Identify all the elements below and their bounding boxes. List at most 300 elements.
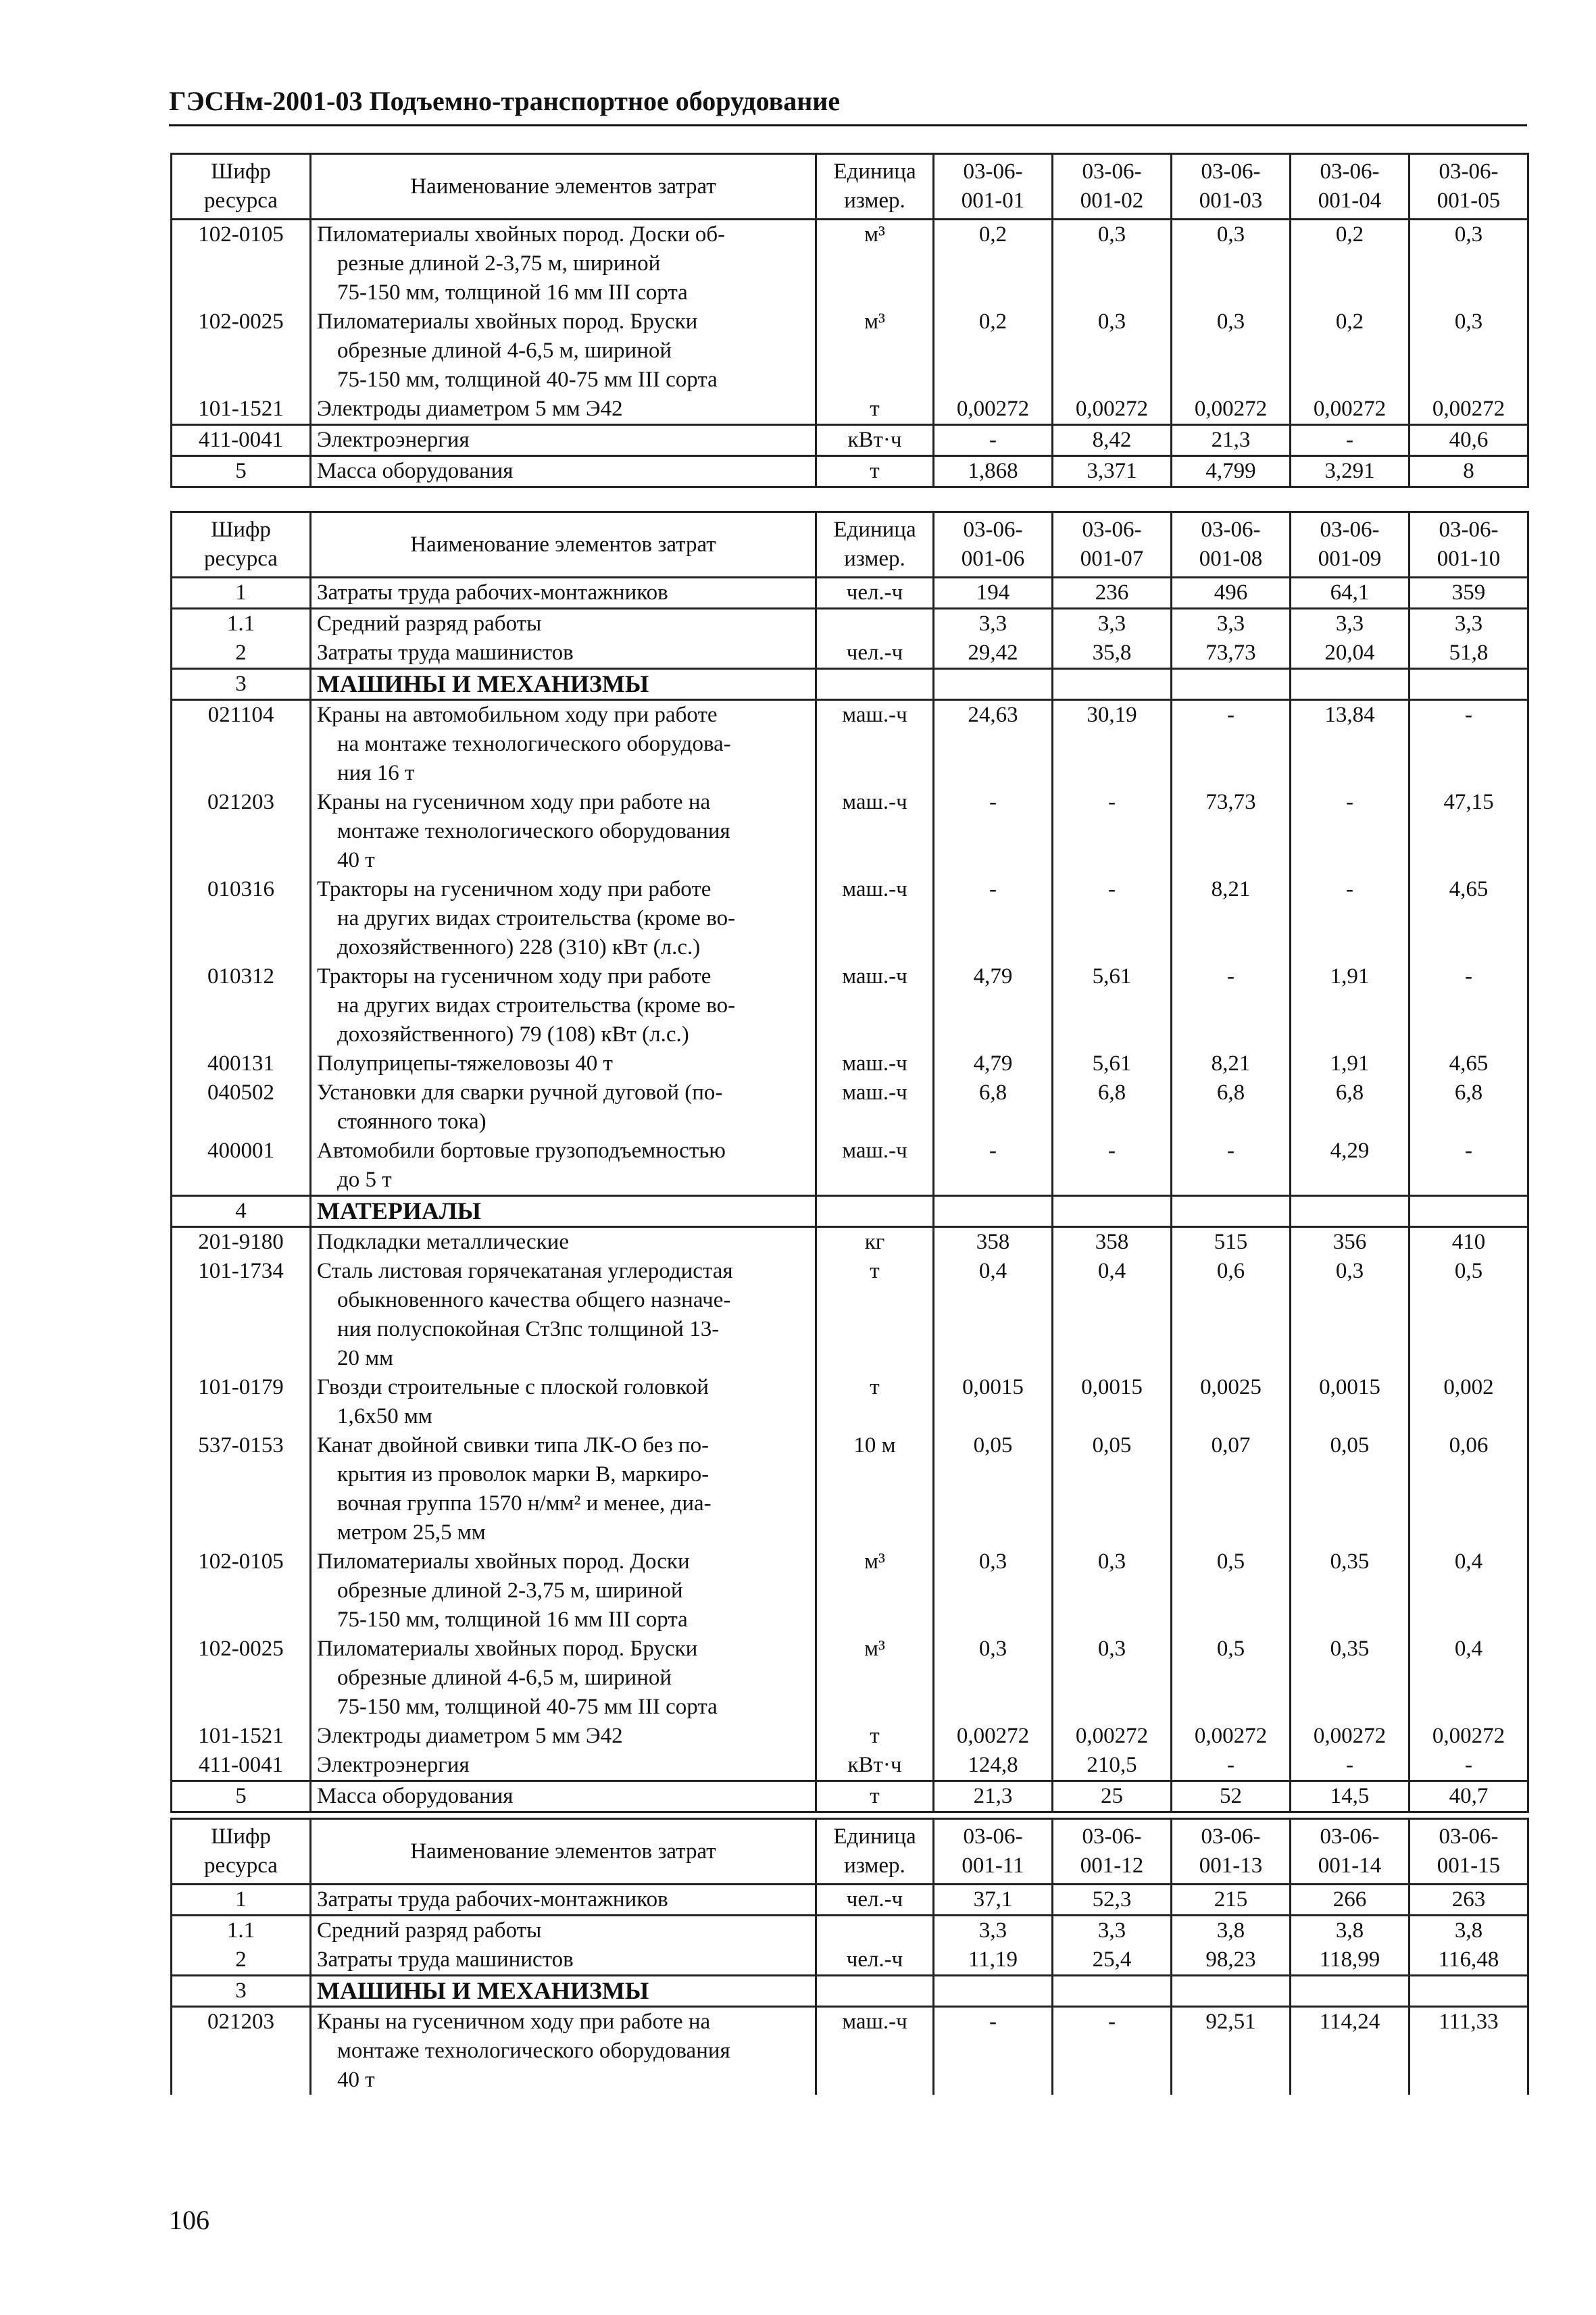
- resource-unit: м³: [816, 220, 934, 308]
- header-col-line: 03-06-: [1439, 1824, 1499, 1849]
- resource-value: 356: [1291, 1227, 1410, 1258]
- resource-code: 102-0105: [172, 1547, 311, 1635]
- resource-value: 0,002: [1410, 1373, 1528, 1431]
- resource-unit: т: [816, 456, 934, 487]
- resource-name: [311, 639, 816, 669]
- resource-name-line: монтаже технологического оборудования: [337, 819, 730, 843]
- resource-name-line: вочная группа 1570 н/мм² и менее, диа-: [337, 1491, 712, 1516]
- resource-name: [311, 220, 816, 308]
- resource-value: 40,7: [1410, 1781, 1528, 1812]
- resource-name: [311, 395, 816, 425]
- resource-unit: т: [816, 1781, 934, 1812]
- resource-unit: м³: [816, 1547, 934, 1635]
- resource-name-line: 40 т: [337, 2068, 375, 2092]
- resource-value: 47,15: [1410, 788, 1528, 875]
- header-code-line: ресурса: [204, 189, 278, 213]
- header-col-line: 001-12: [1080, 1853, 1144, 1878]
- table-row: [172, 1781, 1528, 1812]
- resource-value: 92,51: [1172, 2007, 1291, 2095]
- resource-value: 6,8: [1172, 1078, 1291, 1137]
- page-header: [169, 84, 1527, 126]
- resource-value: 4,79: [934, 962, 1053, 1049]
- resource-value: 0,00272: [1291, 1722, 1410, 1751]
- resource-table-3: [170, 1818, 1529, 2095]
- table-row: [172, 1976, 1528, 2007]
- table-header: [172, 1819, 1528, 1885]
- resource-value: -: [1291, 1751, 1410, 1781]
- resource-value: -: [934, 788, 1053, 875]
- resource-value: 6,8: [1291, 1078, 1410, 1137]
- resource-value: 0,6: [1172, 1257, 1291, 1373]
- resource-unit: т: [816, 1257, 934, 1373]
- resource-name-line: 20 мм: [337, 1346, 394, 1370]
- header-code: [172, 154, 311, 220]
- resource-unit: т: [816, 1722, 934, 1751]
- resource-name: [311, 1049, 816, 1078]
- resource-value: -: [1053, 788, 1172, 875]
- resource-value: 14,5: [1291, 1781, 1410, 1812]
- resource-name-line: Пиломатериалы хвойных пород. Бруски: [317, 1637, 698, 1661]
- resource-value: -: [1410, 700, 1528, 789]
- resource-name-line: Тракторы на гусеничном ходу при работе: [317, 877, 712, 901]
- resource-unit: чел.-ч: [816, 578, 934, 609]
- resource-unit: маш.-ч: [816, 2007, 934, 2095]
- resource-value: -: [1172, 700, 1291, 789]
- resource-value: 4,29: [1291, 1137, 1410, 1196]
- resource-name-line: Канат двойной свивки типа ЛК-О без по-: [317, 1433, 709, 1458]
- resource-name-line: ния 16 т: [337, 761, 415, 785]
- resource-value: 0,3: [1053, 1547, 1172, 1635]
- table-row: [172, 1916, 1528, 1946]
- resource-value: 35,8: [1053, 639, 1172, 669]
- resource-value: 3,3: [1053, 609, 1172, 639]
- header-col-line: 03-06-: [1082, 159, 1142, 184]
- resource-value: 98,23: [1172, 1945, 1291, 1976]
- resource-name-line: Электроды диаметром 5 мм Э42: [317, 397, 623, 421]
- resource-code: 1: [172, 578, 311, 609]
- resource-value: 3,371: [1053, 456, 1172, 487]
- header-name: Наименование элементов затрат: [311, 1819, 816, 1885]
- resource-name: [311, 1078, 816, 1137]
- resource-value: 0,5: [1172, 1635, 1291, 1722]
- resource-value: 73,73: [1172, 788, 1291, 875]
- resource-value: 37,1: [934, 1885, 1053, 1916]
- resource-value: 215: [1172, 1885, 1291, 1916]
- resource-name: [311, 669, 816, 700]
- resource-value: -: [1172, 962, 1291, 1049]
- header-col: [1172, 1819, 1291, 1885]
- resource-name-line: 75-150 мм, толщиной 40-75 мм III сорта: [337, 1695, 718, 1719]
- resource-name-line: обрезные длиной 4-6,5 м, шириной: [337, 1666, 672, 1690]
- resource-name: [311, 307, 816, 395]
- resource-name-line: ния полуспокойная Ст3пс толщиной 13-: [337, 1317, 720, 1341]
- header-col: [1172, 512, 1291, 578]
- resource-name-line: Краны на гусеничном ходу при работе на: [317, 2010, 711, 2034]
- resource-value: 6,8: [1053, 1078, 1172, 1137]
- resource-value: 0,00272: [1410, 1722, 1528, 1751]
- resource-value: -: [934, 425, 1053, 456]
- resource-value: [1172, 1976, 1291, 2007]
- resource-value: 52,3: [1053, 1885, 1172, 1916]
- resource-value: 0,3: [1172, 307, 1291, 395]
- resource-value: 111,33: [1410, 2007, 1528, 2095]
- resource-value: 40,6: [1410, 425, 1528, 456]
- resource-unit: маш.-ч: [816, 875, 934, 962]
- resource-code: 101-1734: [172, 1257, 311, 1373]
- resource-value: -: [1291, 875, 1410, 962]
- resource-value: 410: [1410, 1227, 1528, 1258]
- resource-value: 0,05: [934, 1431, 1053, 1547]
- table-row: [172, 1945, 1528, 1976]
- resource-value: 21,3: [1172, 425, 1291, 456]
- header-code-line: ресурса: [204, 547, 278, 571]
- resource-unit: маш.-ч: [816, 1078, 934, 1137]
- table-row: [172, 1431, 1528, 1547]
- table-row: [172, 1885, 1528, 1916]
- resource-value: 3,3: [1410, 609, 1528, 639]
- resource-code: 021203: [172, 788, 311, 875]
- resource-name: [311, 1137, 816, 1196]
- resource-value: 263: [1410, 1885, 1528, 1916]
- resource-code: 3: [172, 669, 311, 700]
- table-row: [172, 307, 1528, 395]
- header-col-line: 03-06-: [1201, 1824, 1261, 1849]
- header-col: [1410, 1819, 1528, 1885]
- resource-value: 0,2: [1291, 307, 1410, 395]
- header-col: [1053, 512, 1172, 578]
- resource-value: 116,48: [1410, 1945, 1528, 1976]
- resource-name-line: до 5 т: [337, 1168, 392, 1192]
- resource-value: 0,0015: [1053, 1373, 1172, 1431]
- table-row: [172, 700, 1528, 789]
- resource-code: 101-1521: [172, 395, 311, 425]
- resource-unit: маш.-ч: [816, 700, 934, 789]
- resource-value: 25: [1053, 1781, 1172, 1812]
- resource-unit: [816, 1196, 934, 1227]
- resource-table-2: [170, 511, 1529, 1813]
- resource-value: 0,4: [1410, 1547, 1528, 1635]
- table-row: [172, 220, 1528, 308]
- resource-value: 3,8: [1291, 1916, 1410, 1946]
- resource-value: 0,3: [1053, 1635, 1172, 1722]
- resource-name-line: на других видах строительства (кроме во-: [337, 993, 736, 1018]
- resource-value: -: [1291, 425, 1410, 456]
- resource-value: [1172, 1196, 1291, 1227]
- header-col-line: 03-06-: [1439, 159, 1499, 184]
- resource-name-line: Пиломатериалы хвойных пород. Доски об-: [317, 222, 726, 247]
- resource-value: [934, 669, 1053, 700]
- table-row: [172, 1257, 1528, 1373]
- resource-value: 0,4: [1410, 1635, 1528, 1722]
- resource-name-line: Затраты труда машинистов: [317, 641, 574, 665]
- table-row: [172, 1227, 1528, 1258]
- header-unit-line: Единица: [833, 159, 916, 184]
- resource-name-line: резные длиной 2-3,75 м, шириной: [337, 251, 661, 276]
- resource-code: 1.1: [172, 609, 311, 639]
- resource-value: [1291, 1196, 1410, 1227]
- resource-unit: [816, 1916, 934, 1946]
- resource-unit: кВт·ч: [816, 1751, 934, 1781]
- resource-value: [1291, 1976, 1410, 2007]
- resource-value: -: [1410, 1751, 1528, 1781]
- header-unit-line: Единица: [833, 518, 916, 542]
- resource-value: 0,0025: [1172, 1373, 1291, 1431]
- header-col-line: 001-03: [1199, 189, 1263, 213]
- resource-code: 010312: [172, 962, 311, 1049]
- table-row: [172, 578, 1528, 609]
- resource-name-line: Тракторы на гусеничном ходу при работе: [317, 964, 712, 989]
- resource-value: 30,19: [1053, 700, 1172, 789]
- header-col-line: 001-10: [1437, 547, 1501, 571]
- resource-value: 0,35: [1291, 1547, 1410, 1635]
- resource-name-line: Средний разряд работы: [317, 612, 542, 636]
- header-name: Наименование элементов затрат: [311, 512, 816, 578]
- resource-code: 411-0041: [172, 1751, 311, 1781]
- resource-value: 24,63: [934, 700, 1053, 789]
- resource-value: [1172, 669, 1291, 700]
- resource-code: 102-0025: [172, 307, 311, 395]
- resource-value: 0,00272: [1172, 395, 1291, 425]
- header-unit: [816, 512, 934, 578]
- resource-value: 6,8: [1410, 1078, 1528, 1137]
- resource-name-line: монтаже технологического оборудования: [337, 2039, 730, 2063]
- table-row: [172, 2007, 1528, 2095]
- header-col: [1410, 154, 1528, 220]
- resource-value: 3,8: [1172, 1916, 1291, 1946]
- resource-value: 118,99: [1291, 1945, 1410, 1976]
- header-code-line: Шифр: [211, 1824, 271, 1849]
- header-col-line: 03-06-: [1320, 518, 1380, 542]
- resource-name-line: дохозяйственного) 228 (310) кВт (л.с.): [337, 935, 701, 960]
- resource-name-line: Краны на автомобильном ходу при работе: [317, 703, 718, 727]
- resource-value: 4,799: [1172, 456, 1291, 487]
- resource-value: 3,8: [1410, 1916, 1528, 1946]
- resource-name: [311, 1751, 816, 1781]
- resource-value: 5,61: [1053, 962, 1172, 1049]
- table-body: [172, 220, 1528, 487]
- resource-name: [311, 1431, 816, 1547]
- resource-value: 3,3: [1053, 1916, 1172, 1946]
- resource-value: 0,2: [934, 307, 1053, 395]
- resource-name-line: метром 25,5 мм: [337, 1520, 486, 1545]
- resource-name-line: Краны на гусеничном ходу при работе на: [317, 790, 711, 814]
- resource-value: -: [934, 1137, 1053, 1196]
- resource-code: 537-0153: [172, 1431, 311, 1547]
- header-col-line: 001-08: [1199, 547, 1263, 571]
- table-row: [172, 1722, 1528, 1751]
- header-col-line: 001-02: [1080, 189, 1144, 213]
- resource-unit: чел.-ч: [816, 639, 934, 669]
- header-col-line: 001-01: [961, 189, 1025, 213]
- resource-code: 021104: [172, 700, 311, 789]
- resource-value: -: [1172, 1751, 1291, 1781]
- resource-value: [1053, 669, 1172, 700]
- resource-value: [1410, 1976, 1528, 2007]
- resource-value: 515: [1172, 1227, 1291, 1258]
- resource-name: [311, 1916, 816, 1946]
- resource-value: 13,84: [1291, 700, 1410, 789]
- resource-value: 0,3: [1410, 220, 1528, 308]
- resource-unit: т: [816, 1373, 934, 1431]
- resource-value: 0,0015: [934, 1373, 1053, 1431]
- header-unit-line: измер.: [844, 189, 905, 213]
- header-code-line: Шифр: [211, 159, 271, 184]
- resource-name: [311, 1257, 816, 1373]
- table-row: [172, 875, 1528, 962]
- resource-name-line: дохозяйственного) 79 (108) кВт (л.с.): [337, 1022, 689, 1047]
- resource-name: [311, 609, 816, 639]
- resource-code: 102-0025: [172, 1635, 311, 1722]
- header-col: [1053, 1819, 1172, 1885]
- header-col: [934, 1819, 1053, 1885]
- resource-name-line: 1,6х50 мм: [337, 1404, 432, 1428]
- header-unit: [816, 1819, 934, 1885]
- resource-name-line: Пиломатериалы хвойных пород. Бруски: [317, 309, 698, 334]
- page-title: ГЭСНм-2001-03 Подъемно-транспортное оборудование: [169, 86, 841, 116]
- resource-value: 0,3: [1053, 220, 1172, 308]
- resource-unit: м³: [816, 307, 934, 395]
- resource-name: [311, 962, 816, 1049]
- resource-code: 400131: [172, 1049, 311, 1078]
- table-row: [172, 456, 1528, 487]
- resource-name: [311, 425, 816, 456]
- resource-name-line: Полуприцепы-тяжеловозы 40 т: [317, 1051, 613, 1076]
- resource-value: 0,00272: [1291, 395, 1410, 425]
- table-row: [172, 1547, 1528, 1635]
- resource-unit: маш.-ч: [816, 788, 934, 875]
- header-code-line: ресурса: [204, 1853, 278, 1878]
- table-row: [172, 788, 1528, 875]
- header-code: [172, 512, 311, 578]
- resource-name-line: 75-150 мм, толщиной 40-75 мм III сорта: [337, 368, 718, 392]
- resource-value: 73,73: [1172, 639, 1291, 669]
- header-col-line: 03-06-: [1201, 518, 1261, 542]
- resource-name-line: 75-150 мм, толщиной 16 мм III сорта: [337, 280, 688, 305]
- resource-name: [311, 1635, 816, 1722]
- resource-value: 0,0015: [1291, 1373, 1410, 1431]
- header-col-line: 001-06: [961, 547, 1025, 571]
- header-col-line: 001-09: [1318, 547, 1382, 571]
- table-header: [172, 154, 1528, 220]
- resource-name-line: Электроэнергия: [317, 428, 470, 452]
- resource-value: [1053, 1976, 1172, 2007]
- resource-name: [311, 1373, 816, 1431]
- resource-unit: маш.-ч: [816, 962, 934, 1049]
- resource-value: -: [1053, 875, 1172, 962]
- page-number: 106: [169, 2205, 209, 2235]
- resource-name-line: Затраты труда рабочих-монтажников: [317, 580, 668, 605]
- resource-name-line: Затраты труда машинистов: [317, 1947, 574, 1972]
- resource-name: [311, 1976, 816, 2007]
- resource-value: 5,61: [1053, 1049, 1172, 1078]
- table-row: [172, 1078, 1528, 1137]
- resource-name-line: Масса оборудования: [317, 1784, 514, 1808]
- resource-value: 210,5: [1053, 1751, 1172, 1781]
- resource-code: 3: [172, 1976, 311, 2007]
- resource-value: 0,2: [1291, 220, 1410, 308]
- table-row: [172, 639, 1528, 669]
- resource-name-line: Пиломатериалы хвойных пород. Доски: [317, 1549, 690, 1574]
- resource-name: [311, 1722, 816, 1751]
- resource-value: [1410, 1196, 1528, 1227]
- resource-name-line: Сталь листовая горячекатаная углеродистая: [317, 1259, 733, 1283]
- resource-value: 1,91: [1291, 1049, 1410, 1078]
- resource-value: 0,00272: [1172, 1722, 1291, 1751]
- resource-value: 124,8: [934, 1751, 1053, 1781]
- table-row: [172, 1196, 1528, 1227]
- resource-code: 4: [172, 1196, 311, 1227]
- resource-value: 0,3: [1291, 1257, 1410, 1373]
- resource-value: 51,8: [1410, 639, 1528, 669]
- resource-name: [311, 875, 816, 962]
- resource-value: 0,5: [1172, 1547, 1291, 1635]
- resource-unit: маш.-ч: [816, 1137, 934, 1196]
- resource-name: [311, 700, 816, 789]
- header-col: [1053, 154, 1172, 220]
- resource-name: [311, 1227, 816, 1258]
- resource-value: -: [1410, 962, 1528, 1049]
- resource-name-line: крытия из проволок марки В, маркиро-: [337, 1462, 709, 1487]
- resource-value: 6,8: [934, 1078, 1053, 1137]
- resource-name-line: стоянного тока): [337, 1110, 487, 1134]
- resource-code: 102-0105: [172, 220, 311, 308]
- header-code: [172, 1819, 311, 1885]
- resource-name: [311, 456, 816, 487]
- resource-name: [311, 1945, 816, 1976]
- resource-name-line: Электроэнергия: [317, 1753, 470, 1777]
- resource-unit: т: [816, 395, 934, 425]
- resource-code: 2: [172, 1945, 311, 1976]
- resource-value: 0,00272: [934, 1722, 1053, 1751]
- table-row: [172, 425, 1528, 456]
- table-body: [172, 578, 1528, 1812]
- resource-code: 1.1: [172, 1916, 311, 1946]
- resource-unit: чел.-ч: [816, 1885, 934, 1916]
- resource-name-line: Масса оборудования: [317, 459, 514, 483]
- resource-value: 0,3: [1410, 307, 1528, 395]
- resource-code: 411-0041: [172, 425, 311, 456]
- resource-name: [311, 1196, 816, 1227]
- resource-name: [311, 2007, 816, 2095]
- resource-value: 0,35: [1291, 1635, 1410, 1722]
- resource-value: 3,3: [1172, 609, 1291, 639]
- resource-name-line: Средний разряд работы: [317, 1918, 542, 1943]
- resource-unit: м³: [816, 1635, 934, 1722]
- resource-name: [311, 578, 816, 609]
- header-col-line: 001-15: [1437, 1853, 1501, 1878]
- resource-name: [311, 1885, 816, 1916]
- resource-value: 21,3: [934, 1781, 1053, 1812]
- header-row: [172, 512, 1528, 578]
- resource-name-line: 40 т: [337, 848, 375, 872]
- resource-value: 8,21: [1172, 1049, 1291, 1078]
- resource-code: 5: [172, 456, 311, 487]
- resource-value: 4,65: [1410, 875, 1528, 962]
- resource-unit: кг: [816, 1227, 934, 1258]
- resource-value: 29,42: [934, 639, 1053, 669]
- resource-value: [1291, 669, 1410, 700]
- header-code-line: Шифр: [211, 518, 271, 542]
- resource-value: 3,291: [1291, 456, 1410, 487]
- resource-code: 2: [172, 639, 311, 669]
- header-col: [934, 154, 1053, 220]
- resource-value: 0,06: [1410, 1431, 1528, 1547]
- header-col: [1291, 1819, 1410, 1885]
- resource-name-line: обыкновенного качества общего назначе-: [337, 1288, 731, 1312]
- resource-code: 1: [172, 1885, 311, 1916]
- header-col-line: 001-13: [1199, 1853, 1263, 1878]
- table-row: [172, 962, 1528, 1049]
